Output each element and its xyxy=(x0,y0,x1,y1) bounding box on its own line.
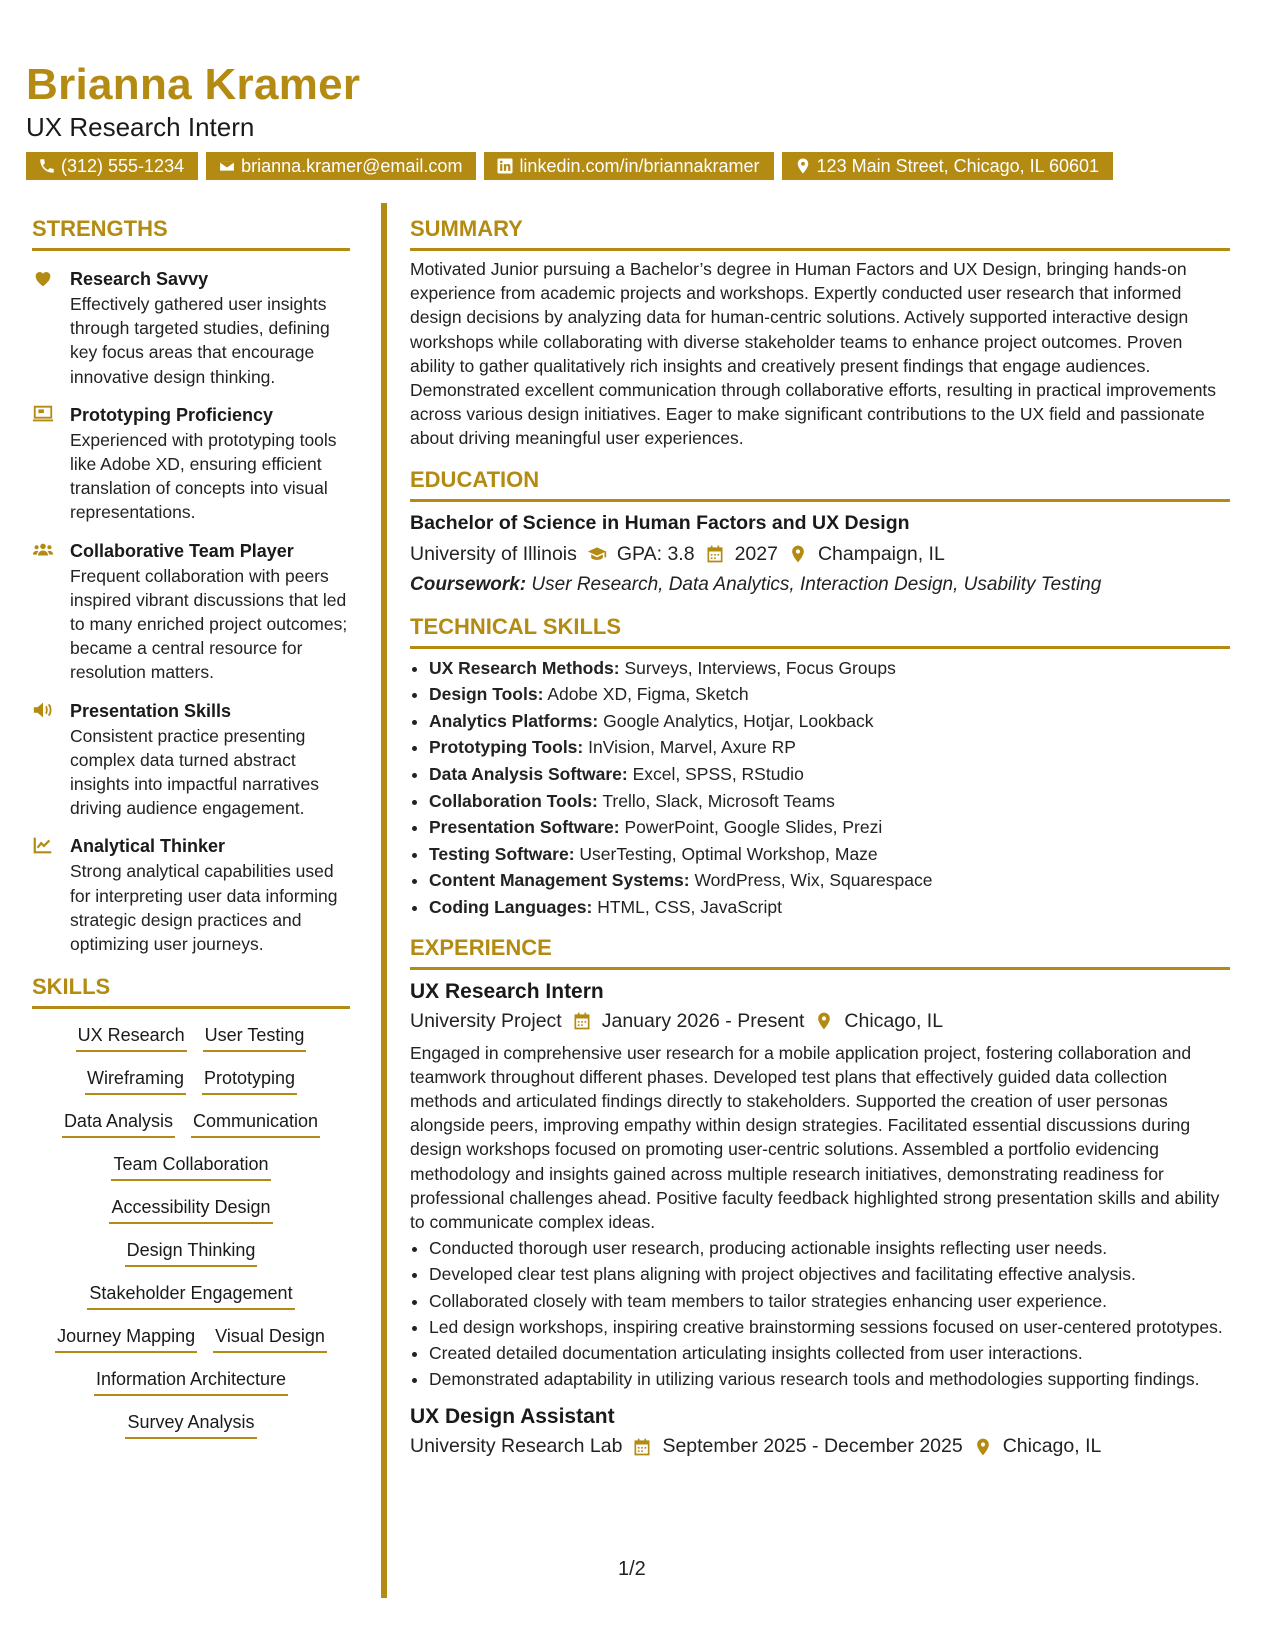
job-org: University Research Lab xyxy=(410,1435,623,1458)
skill-row xyxy=(32,1283,350,1310)
strength-item xyxy=(32,403,350,525)
list-item: • Conducted thorough user research, producing actionable insights reflecting user needs. xyxy=(429,1236,1230,1260)
strength-item xyxy=(32,699,350,821)
tech-skill-value: Trello, Slack, Microsoft Teams xyxy=(602,790,835,811)
users-icon xyxy=(32,539,54,561)
map-pin-icon xyxy=(973,1437,993,1457)
skill-row xyxy=(32,1025,350,1052)
tech-skill-value: Google Analytics, Hotjar, Lookback xyxy=(603,710,874,731)
megaphone-icon xyxy=(32,699,54,721)
job-bullets xyxy=(410,1236,1230,1391)
education-location: Champaign, IL xyxy=(817,542,945,565)
contact-linkedin[interactable] xyxy=(484,152,773,180)
phone-icon xyxy=(38,157,56,175)
strength-desc: Strong analytical capabilities used for interpreting user data informing strategic design practices and optimizing user journeys. xyxy=(70,861,338,955)
calendar-icon xyxy=(572,1011,592,1031)
job-meta xyxy=(410,1435,1230,1458)
technical-skills-section xyxy=(410,614,1230,921)
job-dates: January 2026 - Present xyxy=(601,1009,805,1032)
email-text: brianna.kramer@email.com xyxy=(241,156,463,176)
contact-bar xyxy=(26,152,1121,180)
strength-item xyxy=(32,267,350,389)
job-title: UX Design Assistant xyxy=(410,1405,615,1429)
tech-skill-value: WordPress, Wix, Squarespace xyxy=(694,870,933,891)
map-pin-icon xyxy=(794,157,812,175)
coursework-label: Coursework: xyxy=(410,573,527,595)
strength-item xyxy=(32,539,350,685)
list-item: • Demonstrated adaptability in utilizing various research tools and methodologies supporting findings. xyxy=(429,1367,1230,1391)
presentation-screen-icon xyxy=(32,403,54,425)
skill-row xyxy=(32,1412,350,1439)
phone-text: (312) 555-1234 xyxy=(61,156,185,176)
job-org: University Project xyxy=(410,1009,562,1032)
job-location: Chicago, IL xyxy=(1002,1435,1102,1458)
skill-row xyxy=(32,1326,350,1353)
list-item xyxy=(429,734,1230,761)
tech-skill-value: InVision, Marvel, Axure RP xyxy=(588,737,796,758)
calendar-icon xyxy=(705,544,725,564)
tech-skill-value: Excel, SPSS, RStudio xyxy=(632,764,804,784)
tech-skill-label: UX Research Methods: xyxy=(429,657,620,678)
skill-tag: Survey Analysis xyxy=(125,1412,256,1439)
skill-tag: Design Thinking xyxy=(125,1240,258,1267)
tech-skill-label: Data Analysis Software: xyxy=(429,764,628,784)
graduation-year: 2027 xyxy=(734,542,778,565)
job-dates: September 2025 - December 2025 xyxy=(662,1435,963,1458)
list-item xyxy=(429,655,1230,682)
column-divider xyxy=(381,203,387,1598)
skill-row xyxy=(32,1154,350,1181)
skill-tag: User Testing xyxy=(203,1025,307,1052)
skill-tag: Communication xyxy=(191,1111,320,1138)
skill-row xyxy=(32,1369,350,1396)
strength-item xyxy=(32,834,350,956)
summary-section xyxy=(410,216,1230,451)
contact-email[interactable] xyxy=(206,152,476,180)
list-item: • Developed clear test plans aligning with project objectives and facilitating effective analysis. xyxy=(429,1262,1230,1286)
strength-title: Analytical Thinker xyxy=(70,836,226,857)
list-item xyxy=(429,761,1230,788)
tech-skill-value: Adobe XD, Figma, Sketch xyxy=(547,684,749,705)
summary-heading: SUMMARY xyxy=(410,216,1230,251)
tech-skill-label: Coding Languages: xyxy=(429,896,593,917)
candidate-name: Brianna Kramer xyxy=(26,60,361,109)
strength-title: Research Savvy xyxy=(70,269,209,289)
list-item xyxy=(429,867,1230,894)
list-item xyxy=(429,814,1230,841)
list-item xyxy=(429,708,1230,735)
skills-section xyxy=(32,974,350,1439)
strength-title: Prototyping Proficiency xyxy=(70,404,274,425)
job-title: UX Research Intern xyxy=(410,979,604,1003)
tech-skill-label: Analytics Platforms: xyxy=(429,710,599,731)
strength-title: Collaborative Team Player xyxy=(70,540,294,561)
strength-desc: Experienced with prototyping tools like Adobe XD, ensuring efficient translation of concepts into visual representations. xyxy=(70,429,337,523)
skill-tag: Information Architecture xyxy=(94,1369,288,1396)
contact-phone[interactable] xyxy=(26,152,198,180)
strengths-heading: STRENGTHS xyxy=(32,216,350,251)
tech-skill-value: UserTesting, Optimal Workshop, Maze xyxy=(579,843,878,864)
tech-skill-value: HTML, CSS, JavaScript xyxy=(597,896,782,917)
skill-tag: Accessibility Design xyxy=(109,1197,272,1224)
strength-desc: Consistent practice presenting complex data turned abstract insights into impactful narratives driving audience engagement. xyxy=(70,725,319,819)
coursework-list: User Research, Data Analytics, Interaction Design, Usability Testing xyxy=(531,573,1102,595)
education-section xyxy=(410,467,1230,596)
technical-skills-heading: TECHNICAL SKILLS xyxy=(410,614,1230,649)
list-item xyxy=(429,841,1230,868)
skill-row xyxy=(32,1068,350,1095)
tech-skill-label: Content Management Systems: xyxy=(429,870,690,891)
linkedin-text: linkedin.com/in/briannakramer xyxy=(519,156,760,176)
skill-row xyxy=(32,1111,350,1138)
tech-skill-label: Design Tools: xyxy=(429,684,544,705)
skill-tag: Wireframing xyxy=(85,1068,186,1095)
line-chart-icon xyxy=(32,834,54,856)
experience-heading: EXPERIENCE xyxy=(410,935,1230,970)
school-name: University of Illinois xyxy=(410,542,577,565)
summary-text: Motivated Junior pursuing a Bachelor’s degree in Human Factors and UX Design, bringing hands-on experience from academic projects and workshops. Expertly conducted user research that informed design decisions by analyzing data for human-centric solutions. Actively supported interactive design workshops while collaborating with diverse stakeholder teams to enhance project outcomes. Proven ability to gather qualitatively rich insights and creatively present findings that engage audiences. Demonstrated excellent communication through collaborative efforts, resulting in practical improvements across various design initiatives. Eager to make significant contributions to the UX field and passionate about driving meaningful user experiences. xyxy=(410,259,1217,449)
skill-tag: UX Research xyxy=(76,1025,187,1052)
list-item: • Led design workshops, inspiring creative brainstorming sessions focused on user-centered prototypes. xyxy=(429,1315,1230,1339)
skill-row xyxy=(32,1240,350,1267)
contact-address[interactable] xyxy=(782,152,1114,180)
skills-heading: SKILLS xyxy=(32,974,350,1009)
experience-section xyxy=(410,935,1230,1459)
tech-skill-label: Prototyping Tools: xyxy=(429,737,584,758)
left-column xyxy=(32,216,350,1439)
job-meta xyxy=(410,1010,1230,1033)
skill-row xyxy=(32,1197,350,1224)
list-item xyxy=(429,788,1230,815)
skill-tag: Data Analysis xyxy=(62,1111,175,1138)
job-title: UX Research Intern xyxy=(26,112,255,142)
address-text: 123 Main Street, Chicago, IL 60601 xyxy=(816,156,1100,176)
list-item xyxy=(429,894,1230,921)
list-item xyxy=(429,681,1230,708)
skill-tag: Stakeholder Engagement xyxy=(87,1283,294,1310)
skill-tag: Prototyping xyxy=(202,1068,297,1095)
technical-skills-list xyxy=(410,655,1230,921)
tech-skill-value: Surveys, Interviews, Focus Groups xyxy=(624,657,896,678)
strength-desc: Effectively gathered user insights through targeted studies, defining key focus areas that encourage innovative design thinking. xyxy=(70,294,330,387)
degree-title: Bachelor of Science in Human Factors and UX Design xyxy=(410,511,910,534)
skill-tag: Team Collaboration xyxy=(111,1154,270,1181)
job-location: Chicago, IL xyxy=(844,1009,944,1032)
education-heading: EDUCATION xyxy=(410,467,1230,502)
tech-skill-value: PowerPoint, Google Slides, Prezi xyxy=(624,817,883,838)
strength-desc: Frequent collaboration with peers inspired vibrant discussions that led to many enriched project outcomes; became a central resource for resolution matters. xyxy=(70,565,348,683)
skill-tag: Visual Design xyxy=(213,1326,327,1353)
skill-tag: Journey Mapping xyxy=(55,1326,197,1353)
job-description: Engaged in comprehensive user research for a mobile application project, fostering collaboration and teamwork throughout different phases. Developed test plans that effectively guided data collection methods and articulated findings directly to stakeholders. Supported the creation of user personas alongside peers, improving empathy within design strategies. Facilitated essential discussions during design workshops focused on promoting user-centric solutions. Assembled a portfolio evidencing methodology and insights gained across multiple research initiatives, demonstrating readiness for professional challenges ahead. Positive faculty feedback highlighted strong presentation skills and ability to communicate complex ideas. xyxy=(410,1042,1220,1232)
graduation-cap-icon xyxy=(587,544,607,564)
tech-skill-label: Presentation Software: xyxy=(429,817,620,838)
right-column xyxy=(410,216,1230,1466)
gpa-text: GPA: 3.8 xyxy=(616,542,695,565)
tech-skill-label: Testing Software: xyxy=(429,843,575,864)
heart-icon xyxy=(32,267,54,289)
envelope-icon xyxy=(218,157,236,175)
strength-title: Presentation Skills xyxy=(70,700,232,721)
map-pin-icon xyxy=(788,544,808,564)
education-meta xyxy=(410,543,1230,566)
calendar-icon xyxy=(632,1437,652,1457)
list-item: • Created detailed documentation articulating insights collected from user interactions. xyxy=(429,1341,1230,1365)
linkedin-icon xyxy=(496,157,514,175)
page-number: 1/2 xyxy=(618,1558,646,1580)
coursework-line xyxy=(410,574,1230,596)
list-item: • Collaborated closely with team members to tailor strategies enhancing user experience. xyxy=(429,1289,1230,1313)
tech-skill-label: Collaboration Tools: xyxy=(429,790,598,811)
map-pin-icon xyxy=(814,1011,834,1031)
